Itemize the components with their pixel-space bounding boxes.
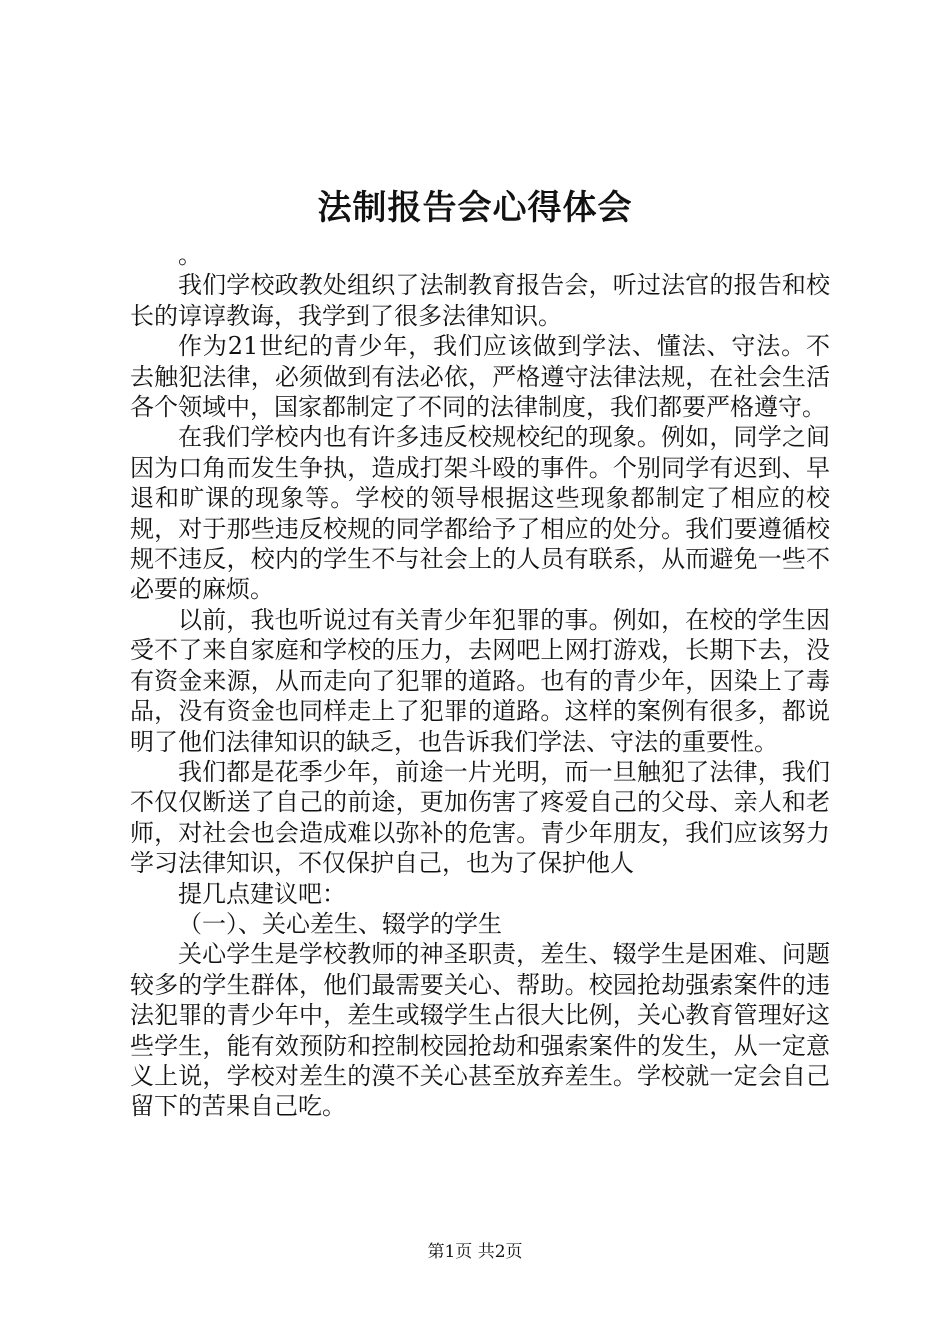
paragraph: 提几点建议吧： — [178, 879, 346, 908]
paragraph-mark: 。 — [178, 241, 202, 269]
page-footer: 第1页 共2页 — [427, 1242, 523, 1262]
document-body — [130, 240, 830, 1122]
paragraph: 关心学生是学校教师的神圣职责，差生、辍学生是困难、问题较多的学生群体，他们最需要关心、帮助。校园抢劫强索案件的违法犯罪的青少年中，差生或辍学生占很大比例，关心教育管理好这些学生，能有效预防和控制校园抢劫和强索案件的发生，从一定意义上说，学校对差生的漠不关心甚至放弃差生。学校就一定会自己留下的苦果自己吃。 — [130, 940, 830, 1121]
paragraph: 我们都是花季少年，前途一片光明，而一旦触犯了法律，我们不仅仅断送了自己的前途，更加伤害了疼爱自己的父母、亲人和老师，对社会也会造成难以弥补的危害。青少年朋友，我们应该努力学习法律知识，不仅保护自己，也为了保护他人 — [130, 757, 830, 878]
paragraph: 我们学校政教处组织了法制教育报告会，听过法官的报告和校长的谆谆教诲，我学到了很多法律知识。 — [130, 271, 830, 330]
paragraph: 在我们学校内也有许多违反校规校纪的现象。例如，同学之间因为口角而发生争执，造成打架斗殴的事件。个别同学有迟到、早退和旷课的现象等。学校的领导根据这些现象都制定了相应的校规，对于那些违反校规的同学都给予了相应的处分。我们要遵循校规不违反，校内的学生不与社会上的人员有联系，从而避免一些不必要的麻烦。 — [130, 423, 830, 604]
section-heading: （一）、关心差生、辍学的学生 — [178, 909, 502, 938]
paragraph: 以前，我也听说过有关青少年犯罪的事。例如，在校的学生因受不了来自家庭和学校的压力，去网吧上网打游戏，长期下去，没有资金来源，从而走向了犯罪的道路。也有的青少年，因染上了毒品，没有资金也同样走上了犯罪的道路。这样的案例有很多，都说明了他们法律知识的缺乏，也告诉我们学法、守法的重要性。 — [130, 605, 830, 756]
paragraph: 作为21世纪的青少年，我们应该做到学法、懂法、守法。不去触犯法律，必须做到有法必依，严格遵守法律法规，在社会生活各个领域中，国家都制定了不同的法律制度，我们都要严格遵守。 — [130, 332, 830, 422]
document-title: 法制报告会心得体会 — [317, 188, 633, 228]
